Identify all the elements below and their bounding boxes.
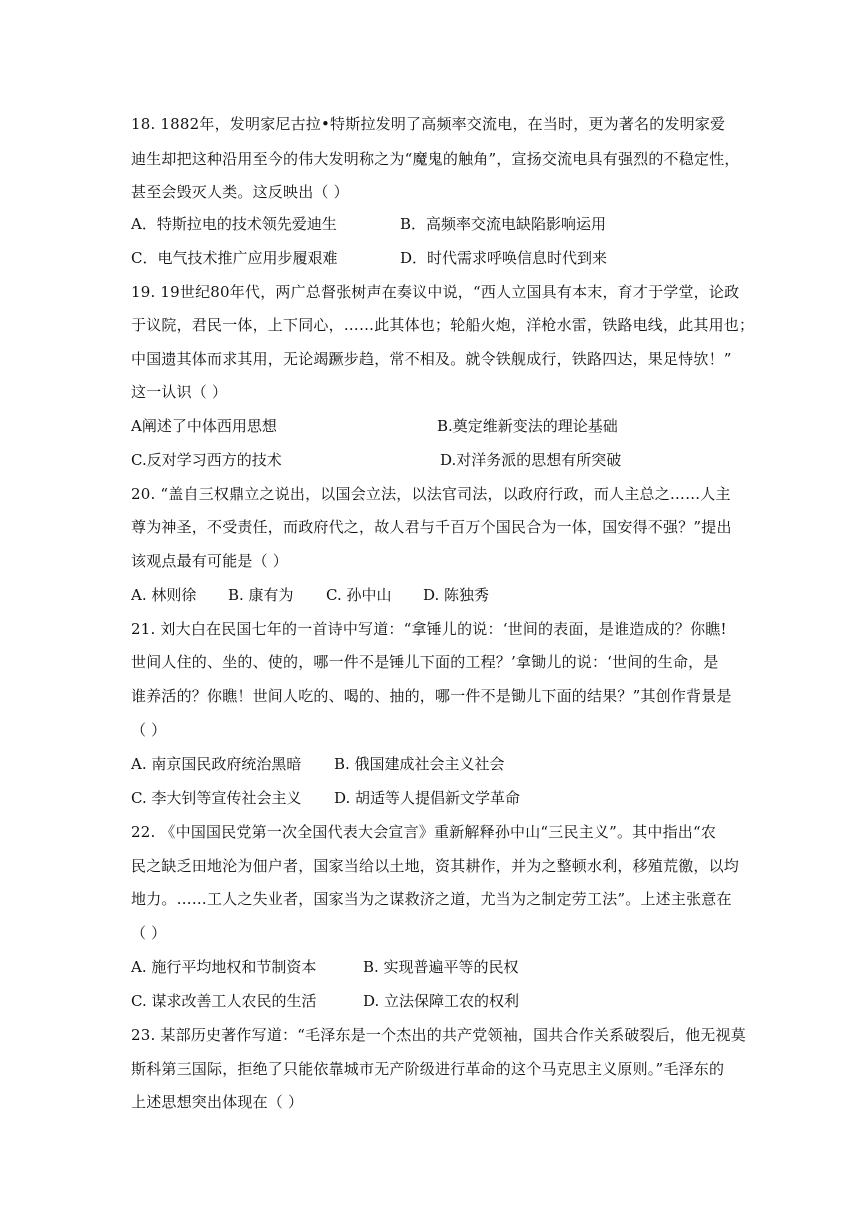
question-18-option-d: D．时代需求呼唤信息时代到来	[400, 249, 608, 267]
question-19-line-4: 这一认识（ ）	[131, 383, 228, 401]
question-23-line-2: 斯科第三国际，拒绝了只能依靠城市无产阶级进行革命的这个马克思主义原则。”毛泽东的	[131, 1060, 725, 1078]
question-20-option-b: B. 康有为	[228, 586, 294, 604]
question-21-line-3: 谁养活的？你瞧！世间人吃的、喝的、抽的，哪一件不是锄儿下面的结果？”其创作背景是	[131, 687, 732, 705]
question-19-option-d: D.对洋务派的思想有所突破	[440, 451, 622, 469]
question-18-line-1: 18. 1882年，发明家尼古拉•特斯拉发明了高频率交流电，在当时，更为著名的发明家爱	[131, 115, 726, 133]
question-21-line-1: 21. 刘大白在民国七年的一首诗中写道：“拿锤儿的说：‘世间的表面，是谁造成的？你瞧!	[131, 620, 727, 638]
question-19-option-c: C.反对学习西方的技术	[131, 451, 282, 469]
question-23-line-3: 上述思想突出体现在（ ）	[131, 1093, 304, 1111]
question-19-line-2: 于议院，君民一体，上下同心，……此其体也；轮船火炮，洋枪水雷，铁路电线，此其用也；	[131, 316, 755, 334]
question-21-option-c: C. 李大钊等宣传社会主义	[131, 789, 302, 807]
question-21-line-4: （ ）	[131, 721, 167, 739]
question-18-option-b: B．高频率交流电缺陷影响运用	[400, 215, 607, 233]
question-18-option-a: A．特斯拉电的技术领先爱迪生	[131, 215, 337, 233]
question-20-option-d: D. 陈独秀	[423, 586, 490, 604]
question-22-line-2: 民之缺乏田地沦为佃户者，国家当给以土地，资其耕作，并为之整顿水利，移殖荒徼，以均	[131, 857, 740, 875]
question-22-line-3: 地力。……工人之失业者，国家当为之谋救济之道，尤当为之制定劳工法”。上述主张意在	[131, 890, 732, 908]
question-21-option-d: D. 胡适等人提倡新文学革命	[334, 789, 521, 807]
question-23-line-1: 23. 某部历史著作写道：“毛泽东是一个杰出的共产党领袖，国共合作关系破裂后，他无视莫	[131, 1026, 746, 1044]
question-22-option-a: A. 施行平均地权和节制资本	[131, 958, 317, 976]
question-20-option-c: C. 孙中山	[326, 586, 392, 604]
question-18-line-3: 甚至会毁灭人类。这反映出（ ）	[131, 183, 349, 201]
question-19-option-b: B.奠定维新变法的理论基础	[437, 417, 618, 435]
question-20-line-1: 20. “盖自三权鼎立之说出，以国会立法，以法官司法，以政府行政，而人主总之……人主	[131, 485, 731, 503]
question-20-line-2: 尊为神圣，不受责任，而政府代之，故人君与千百万个国民合为一体，国安得不强？”提出	[131, 518, 732, 536]
question-20-option-a: A. 林则徐	[131, 586, 197, 604]
question-20-line-3: 该观点最有可能是（ ）	[131, 552, 288, 570]
question-22-line-1: 22. 《中国国民党第一次全国代表大会宣言》重新解释孙中山“三民主义”。其中指出“农	[131, 823, 717, 841]
question-21-line-2: 世间人住的、坐的、使的，哪一件不是锤儿下面的工程？’拿锄儿的说：‘世间的生命，是	[131, 653, 719, 671]
question-22-option-b: B. 实现普遍平等的民权	[363, 958, 519, 976]
question-21-option-a: A. 南京国民政府统治黑暗	[131, 755, 302, 773]
question-22-line-4: （ ）	[131, 924, 167, 942]
question-22-option-d: D. 立法保障工农的权利	[363, 992, 520, 1010]
question-19-line-1: 19. 19世纪80年代，两广总督张树声在奏议中说，“西人立国具有本末，育才于学堂，论政	[131, 283, 740, 301]
question-19-option-a: A阐述了中体西用思想	[131, 417, 277, 435]
question-18-option-c: C．电气技术推广应用步履艰难	[131, 249, 338, 267]
question-22-option-c: C. 谋求改善工人农民的生活	[131, 992, 317, 1010]
question-21-option-b: B. 俄国建成社会主义社会	[334, 755, 505, 773]
question-18-line-2: 迪生却把这种沿用至今的伟大发明称之为“魔鬼的触角”，宣扬交流电具有强烈的不稳定性，	[131, 150, 740, 168]
question-19-line-3: 中国遗其体而求其用，无论竭蹶步趋，常不相及。就令铁舰成行，铁路四达，果足恃欤！”	[131, 350, 732, 368]
